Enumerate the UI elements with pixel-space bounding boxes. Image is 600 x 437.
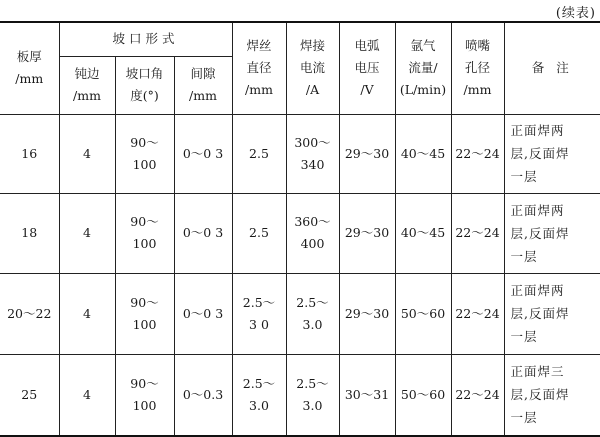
cell-wire-diameter: 2.5 xyxy=(232,114,286,193)
cell-remarks xyxy=(504,193,600,273)
cell-thickness: 25 xyxy=(0,354,59,436)
welding-parameters-table xyxy=(0,21,600,437)
cell-voltage: 29～30 xyxy=(339,114,395,193)
cell-blunt: 4 xyxy=(59,114,115,193)
cell-wire-diameter: 2.5～ 3 0 xyxy=(232,273,286,354)
table-row xyxy=(0,193,600,273)
cell-gap: 0～0 3 xyxy=(174,193,232,273)
cell-nozzle: 22～24 xyxy=(451,273,504,354)
table-row xyxy=(0,273,600,354)
continued-label: (续表) xyxy=(555,6,596,21)
header-groove-group: 坡口形式 xyxy=(59,22,232,56)
cell-current: 360～ 400 xyxy=(286,193,339,273)
cell-voltage: 30～31 xyxy=(339,354,395,436)
header-thickness: 板厚 /mm xyxy=(0,22,59,114)
cell-argon: 50～60 xyxy=(395,273,451,354)
header-remarks: 备 注 xyxy=(504,22,600,114)
header-nozzle-diameter: 喷嘴 孔径 /mm xyxy=(451,22,504,114)
cell-current: 2.5～ 3.0 xyxy=(286,354,339,436)
cell-nozzle: 22～24 xyxy=(451,114,504,193)
cell-remarks xyxy=(504,273,600,354)
cell-gap: 0～0 3 xyxy=(174,114,232,193)
header-blunt-edge: 钝边 /mm xyxy=(59,56,115,114)
cell-voltage: 29～30 xyxy=(339,273,395,354)
cell-gap: 0～0.3 xyxy=(174,354,232,436)
cell-remarks xyxy=(504,354,600,436)
cell-nozzle: 22～24 xyxy=(451,193,504,273)
cell-argon: 40～45 xyxy=(395,193,451,273)
header-row-1 xyxy=(0,22,600,56)
cell-thickness: 16 xyxy=(0,114,59,193)
cell-wire-diameter: 2.5～ 3.0 xyxy=(232,354,286,436)
cell-current: 300～ 340 xyxy=(286,114,339,193)
table-row xyxy=(0,114,600,193)
cell-current: 2.5～ 3.0 xyxy=(286,273,339,354)
cell-blunt: 4 xyxy=(59,354,115,436)
cell-argon: 40～45 xyxy=(395,114,451,193)
remarks-text: 正面焊两 层,反面焊 一层 xyxy=(510,202,570,264)
cell-angle: 90～ 100 xyxy=(115,354,174,436)
header-wire-diameter: 焊丝 直径 /mm xyxy=(232,22,286,114)
table-row xyxy=(0,354,600,436)
cell-angle: 90～ 100 xyxy=(115,114,174,193)
cell-argon: 50～60 xyxy=(395,354,451,436)
cell-nozzle: 22～24 xyxy=(451,354,504,436)
cell-wire-diameter: 2.5 xyxy=(232,193,286,273)
cell-blunt: 4 xyxy=(59,193,115,273)
cell-blunt: 4 xyxy=(59,273,115,354)
header-argon-flow: 氩气 流量/ (L/min) xyxy=(395,22,451,114)
remarks-text: 正面焊两 层,反面焊 一层 xyxy=(510,283,570,344)
remarks-text: 正面焊两 层,反面焊 一层 xyxy=(510,123,570,184)
header-arc-voltage: 电弧 电压 /V xyxy=(339,22,395,114)
cell-gap: 0～0 3 xyxy=(174,273,232,354)
cell-remarks xyxy=(504,114,600,193)
header-groove-angle: 坡口角 度(°) xyxy=(115,56,174,114)
cell-angle: 90～ 100 xyxy=(115,273,174,354)
cell-angle: 90～ 100 xyxy=(115,193,174,273)
header-gap: 间隙 /mm xyxy=(174,56,232,114)
header-welding-current: 焊接 电流 /A xyxy=(286,22,339,114)
cell-thickness: 20～22 xyxy=(0,273,59,354)
cell-thickness: 18 xyxy=(0,193,59,273)
remarks-text: 正面焊三 层,反面焊 一层 xyxy=(510,364,570,426)
cell-voltage: 29～30 xyxy=(339,193,395,273)
